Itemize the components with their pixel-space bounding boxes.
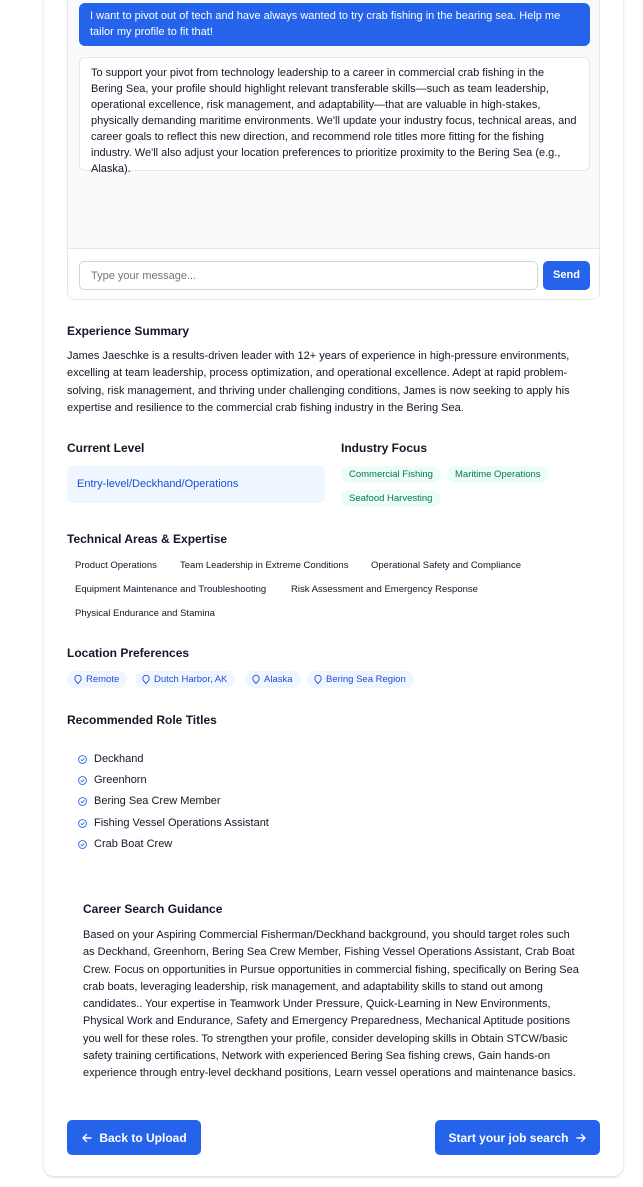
map-pin-icon bbox=[142, 675, 150, 684]
check-circle-icon bbox=[78, 755, 87, 764]
role-item-label: Bering Sea Crew Member bbox=[94, 795, 221, 807]
location-tag-label: Remote bbox=[86, 674, 120, 685]
recommended-roles-heading: Recommended Role Titles bbox=[67, 713, 217, 727]
industry-tag: Maritime Operations bbox=[447, 466, 549, 483]
technical-tag: Risk Assessment and Emergency Response bbox=[283, 581, 486, 599]
current-level-heading: Current Level bbox=[67, 441, 145, 455]
map-pin-icon bbox=[314, 675, 322, 684]
location-tag bbox=[135, 671, 235, 688]
check-circle-icon bbox=[78, 819, 87, 828]
arrow-left-icon bbox=[81, 1132, 93, 1144]
role-item bbox=[78, 793, 221, 809]
career-guidance-text: Based on your Aspiring Commercial Fisherman/Deckhand background, you should target roles such as Deckhand, Greenhorn, Bering Sea Crew Member, Fishing Vessel Operations Assistant, Crab Boat Crew. Focus on opportunities in Pursue opportunities in commercial fishing, specifically on Bering Sea crab boats, leveraging leadership, risk management, and adaptability skills to stand out among candidates.. Your expertise in Teamwork Under Pressure, Quick-Learning in New Environments, Physical Work and Endurance, Safety and Emergency Preparedness, Mechanical Aptitude positions you well for these roles. To strengthen your profile, consider developing skills in Obtain STCW/basic safety training certifications, Network with experienced Bering Sea fishing crews, Gain hands-on experience through entry-level deckhand positions, Learn vessel operations and maintenance basics. bbox=[83, 929, 579, 1080]
technical-areas-heading: Technical Areas & Expertise bbox=[67, 532, 228, 546]
industry-tag: Commercial Fishing bbox=[341, 466, 441, 483]
experience-summary-text: James Jaeschke is a results-driven leader with 12+ years of experience in high-pressure environments, excelling at team leadership, process optimization, and operational excellence. Adept at rapid problem-solving, risk management, and thriving under challenging conditions, James is now seeking to apply his expertise and resilience to the commercial crab fishing industry in the Bering Sea. bbox=[67, 350, 570, 415]
start-job-search-button[interactable] bbox=[435, 1120, 600, 1155]
location-tag bbox=[307, 671, 414, 688]
technical-tag: Product Operations bbox=[67, 557, 165, 575]
technical-tag: Team Leadership in Extreme Conditions bbox=[172, 557, 356, 575]
back-to-upload-button[interactable] bbox=[67, 1120, 201, 1155]
start-job-search-label: Start your job search bbox=[448, 1130, 569, 1145]
industry-focus-heading: Industry Focus bbox=[341, 441, 428, 455]
check-circle-icon bbox=[78, 797, 87, 806]
experience-summary-heading: Experience Summary bbox=[67, 324, 190, 338]
location-preferences-heading: Location Preferences bbox=[67, 646, 190, 660]
assistant-message: To support your pivot from technology leadership to a career in commercial crab fishing in the Bering Sea, your profile should highlight relevant transferable skills—such as team leadership, operational excellence, risk management, and adaptability—that are valuable in high-stakes, physically demanding maritime environments. We'll update your industry focus, technical areas, and career goals to reflect this new direction, and recommend role titles more fitting for the fishing industry. We'll also adjust your location preferences to prioritize proximity to the Bering Sea (e.g., Alaska). bbox=[79, 57, 590, 171]
role-item-label: Greenhorn bbox=[94, 774, 147, 786]
industry-tag: Seafood Harvesting bbox=[341, 490, 440, 507]
chat-input-bar bbox=[68, 248, 599, 300]
check-circle-icon bbox=[78, 840, 87, 849]
location-tag-label: Dutch Harbor, AK bbox=[154, 674, 228, 685]
chat-panel bbox=[67, 0, 600, 300]
back-to-upload-label: Back to Upload bbox=[99, 1130, 187, 1145]
location-tag bbox=[67, 671, 127, 688]
role-item bbox=[78, 751, 144, 767]
map-pin-icon bbox=[74, 675, 82, 684]
location-tag bbox=[245, 671, 301, 688]
map-pin-icon bbox=[252, 675, 260, 684]
role-item bbox=[78, 836, 172, 852]
arrow-right-icon bbox=[575, 1132, 587, 1144]
role-item-label: Fishing Vessel Operations Assistant bbox=[94, 817, 269, 829]
check-circle-icon bbox=[78, 776, 87, 785]
location-tag-label: Bering Sea Region bbox=[326, 674, 406, 685]
role-item bbox=[78, 772, 147, 788]
user-message: I want to pivot out of tech and have always wanted to try crab fishing in the bearing sea. Help me tailor my profile to fit that! bbox=[79, 3, 590, 46]
chat-message-input[interactable] bbox=[79, 261, 538, 290]
technical-tag: Operational Safety and Compliance bbox=[363, 557, 529, 575]
career-guidance-heading: Career Search Guidance bbox=[83, 902, 223, 916]
technical-tag: Equipment Maintenance and Troubleshooting bbox=[67, 581, 274, 599]
send-button[interactable]: Send bbox=[543, 261, 590, 290]
role-item-label: Crab Boat Crew bbox=[94, 838, 173, 850]
location-tag-label: Alaska bbox=[264, 674, 293, 685]
role-item-label: Deckhand bbox=[94, 753, 144, 765]
role-item bbox=[78, 815, 269, 831]
technical-tag: Physical Endurance and Stamina bbox=[67, 605, 223, 623]
current-level-value: Entry-level/Deckhand/Operations bbox=[67, 466, 325, 503]
